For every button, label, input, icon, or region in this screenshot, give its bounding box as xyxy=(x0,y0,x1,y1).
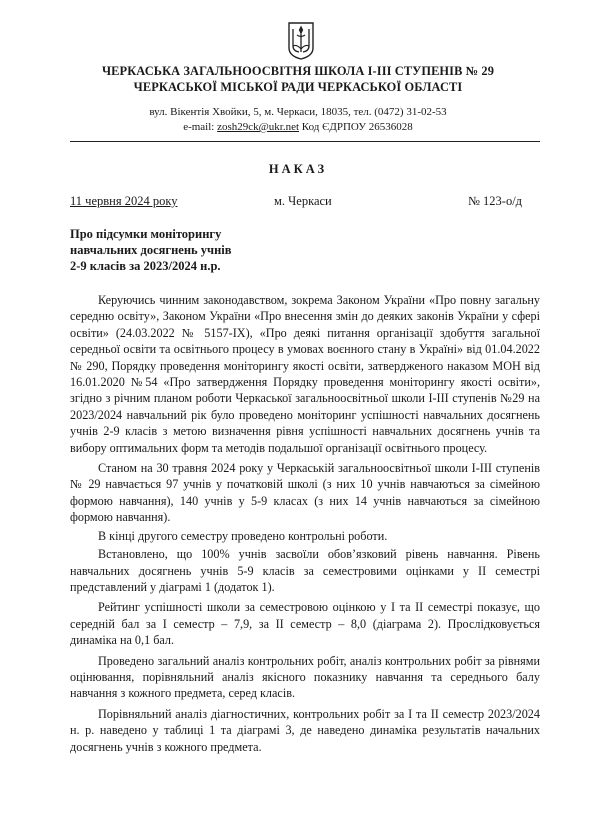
body-paragraph: Порівняльний аналіз діагностичних, контрольних робіт за І та ІІ семестр 2023/2024 н. р. наведено у таблиці 1 та діаграмі 3, де наведено динаміка результатів начальних досягнень учнів з кожного предмета. xyxy=(70,706,540,754)
body-paragraph: Рейтинг успішності школи за семестровою оцінкою у І та ІІ семестрі показує, що середній бал за І семестр – 7,9, за ІІ семестр – 8,0 (діаграма 2). Прослідковується динаміка на 0,1 бал. xyxy=(70,600,540,648)
body-paragraph: Станом на 30 травня 2024 року у Черкаській загальноосвітньої школи І-ІІІ ступенів № 29 навчається 97 учнів у початковій школі (з них 10 учнів навчаються за сімейною формою навчання), 140 учнів у 5-9 класах (з них 14 учнів навчаються за сімейною формою навчання). xyxy=(70,461,540,525)
body-paragraph: Проведено загальний аналіз контрольних робіт, аналіз контрольних робіт за рівнями оцінювання, порівняльний аналіз якісного показнику навчання та середнього балу навчання з кожного предмета, серед класів. xyxy=(70,653,540,701)
document-number: № 123-о/д xyxy=(468,194,523,208)
document-body xyxy=(70,292,540,757)
subject-line: Про підсумки моніторингу xyxy=(70,227,222,241)
subject-line: навчальних досягнень учнів xyxy=(70,243,232,257)
body-paragraph: Керуючись чинним законодавством, зокрема Законом України «Про повну загальну середню освіту», Законом України «Про внесення змін до деяких законів України у сфері освіти» (24.03.2022 № 5157-ІХ), «Про деякі питання організації здобуття загальної середньої освіти та освітнього процесу в умовах воєнного стану в Україні» від 01.04.2022 № 290, Порядку проведення моніторингу якості освіти, затвердженого наказом МОН від 16.01.2020 №54 «Про затвердження Порядку проведення моніторингу якості освіти», згідно з річним планом роботи Черкаської загальноосвітньої школи І-ІІІ ступенів №29 на 2023/2024 навчальний рік було проведено моніторинг успішності навчальних досягнень учнів 2-9 класів з метою визначення рівня успішності навчальних досягнень учнів та вибору оптимальних форм та методів подальшої організації освітнього процесу. xyxy=(70,293,540,455)
contact-line xyxy=(0,121,596,133)
document-city: м. Черкаси xyxy=(274,194,332,208)
email-label: e-mail: xyxy=(183,121,218,133)
subject-line: 2-9 класів за 2023/2024 н.р. xyxy=(70,259,221,273)
document-title: НАКАЗ xyxy=(268,162,328,176)
document-subject xyxy=(70,226,232,274)
address: вул. Вікентія Хвойки, 5, м. Черкаси, 18035, тел. (0472) 31-02-53 xyxy=(149,106,447,118)
header-divider xyxy=(70,141,540,142)
coat-of-arms-icon xyxy=(288,22,314,60)
edrpou-code: Код ЄДРПОУ 26536028 xyxy=(299,121,413,133)
body-paragraph: Встановлено, що 100% учнів засвоїли обов’язковий рівень навчання. Рівень навчальних досягнень учнів 5-9 класів за семестровими оцінками у ІІ семестрі представлений у діаграмі 1 (додаток 1). xyxy=(70,547,540,594)
org-name-line1: ЧЕРКАСЬКА ЗАГАЛЬНООСВІТНЯ ШКОЛА І-ІІІ СТУПЕНІВ № 29 xyxy=(101,64,494,78)
org-name-line2: ЧЕРКАСЬКОЇ МІСЬКОЇ РАДИ ЧЕРКАСЬКОЇ ОБЛАСТІ xyxy=(133,80,463,94)
body-paragraph: В кінці другого семестру проведено контрольні роботи. xyxy=(98,528,388,543)
email-link[interactable]: zosh29ck@ukr.net xyxy=(217,121,300,133)
document-date: 11 червня 2024 року xyxy=(70,194,178,208)
